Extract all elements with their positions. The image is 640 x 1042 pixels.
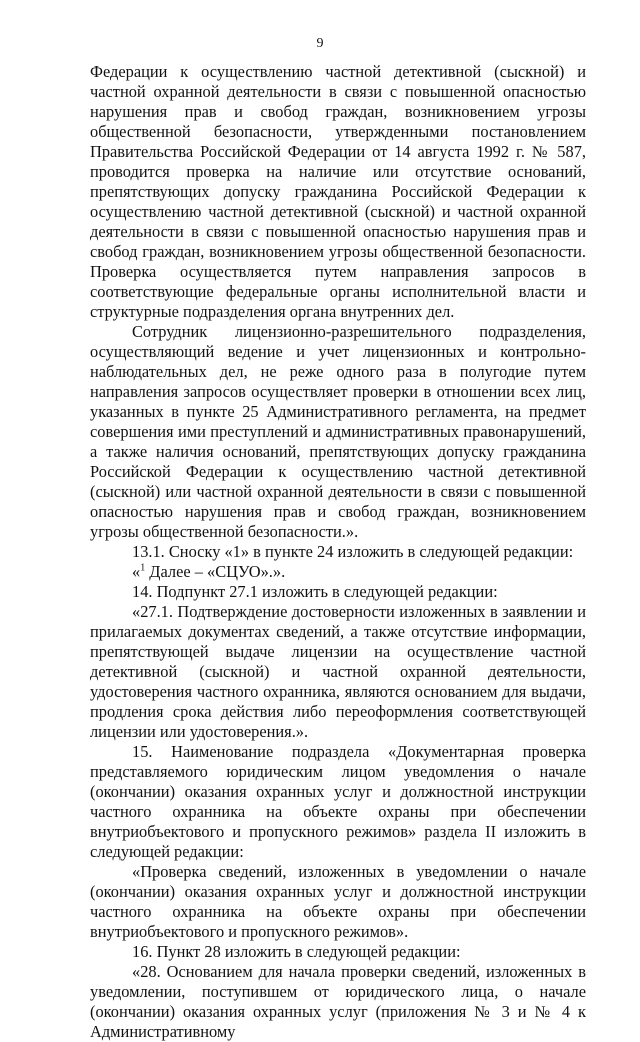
paragraph-15: 15. Наименование подраздела «Документарная проверка представляемого юридическим лицом уведомления о начале (окончании) оказания охранных услуг и должностной инструкции частного охранника на объекте охраны при обеспечении внутриобъектового и пропускного режимов» раздела II изложить в следующей редакции: xyxy=(90,742,586,861)
paragraph-new-subsection-title: «Проверка сведений, изложенных в уведомлении о начале (окончании) оказания охранных услуг и должностной инструкции частного охранника на объекте охраны при обеспечении внутриобъектового и пропускного режимов». xyxy=(90,862,586,941)
paragraph-27-1: «27.1. Подтверждение достоверности изложенных в заявлении и прилагаемых документах сведений, а также отсутствие информации, препятствующей выдаче лицензии на осуществление частной детективной (сыскной) и частной охранной деятельности, удостоверения частного охранника, являются основанием для выдачи, продления срока действия либо переоформления соответствующей лицензии или удостоверения.». xyxy=(90,602,586,741)
paragraph-28: «28. Основанием для начала проверки сведений, изложенных в уведомлении, поступившем от юридического лица, о начале (окончании) оказания охранных услуг (приложения № 3 и № 4 к Административному xyxy=(90,962,586,1041)
paragraph-footnote-text xyxy=(90,562,586,582)
paragraph-continuation: Федерации к осуществлению частной детективной (сыскной) и частной охранной деятельности в связи с повышенной опасностью нарушения прав и свобод граждан, возникновением угрозы общественной безопасности, утвержденными постановлением Правительства Российской Федерации от 14 августа 1992 г. № 587, проводится проверка на наличие или отсутствие оснований, препятствующих допуску гражданина Российской Федерации к осуществлению частной детективной (сыскной) и частной охранной деятельности в связи с повышенной опасностью нарушения прав и свобод граждан, возникновением угрозы общественной безопасности. Проверка осуществляется путем направления запросов в соответствующие федеральные органы исполнительной власти и структурные подразделения органа внутренних дел. xyxy=(90,62,586,321)
paragraph-16: 16. Пункт 28 изложить в следующей редакции: xyxy=(132,942,461,961)
footnote-mark: 1 xyxy=(140,562,146,574)
page-number: 9 xyxy=(316,36,324,51)
paragraph-14: 14. Подпункт 27.1 изложить в следующей редакции: xyxy=(132,582,498,601)
footnote-open-quote: « xyxy=(132,562,141,581)
document-body xyxy=(90,62,586,1042)
paragraph-13-1: 13.1. Сноску «1» в пункте 24 изложить в следующей редакции: xyxy=(132,542,574,561)
paragraph-officer-checks: Сотрудник лицензионно-разрешительного подразделения, осуществляющий ведение и учет лицензионных и контрольно-наблюдательных дел, не реже одного раза в полугодие путем направления запросов осуществляет проверки в отношении всех лиц, указанных в пункте 25 Административного регламента, на предмет совершения ими преступлений и административных правонарушений, а также наличия оснований, препятствующих допуску гражданина Российской Федерации к осуществлению частной детективной (сыскной) или частной охранной деятельности в связи с повышенной опасностью нарушения прав и свобод граждан, возникновением угрозы общественной безопасности.». xyxy=(90,322,586,541)
footnote-definition: Далее – «СЦУО».». xyxy=(145,562,286,581)
